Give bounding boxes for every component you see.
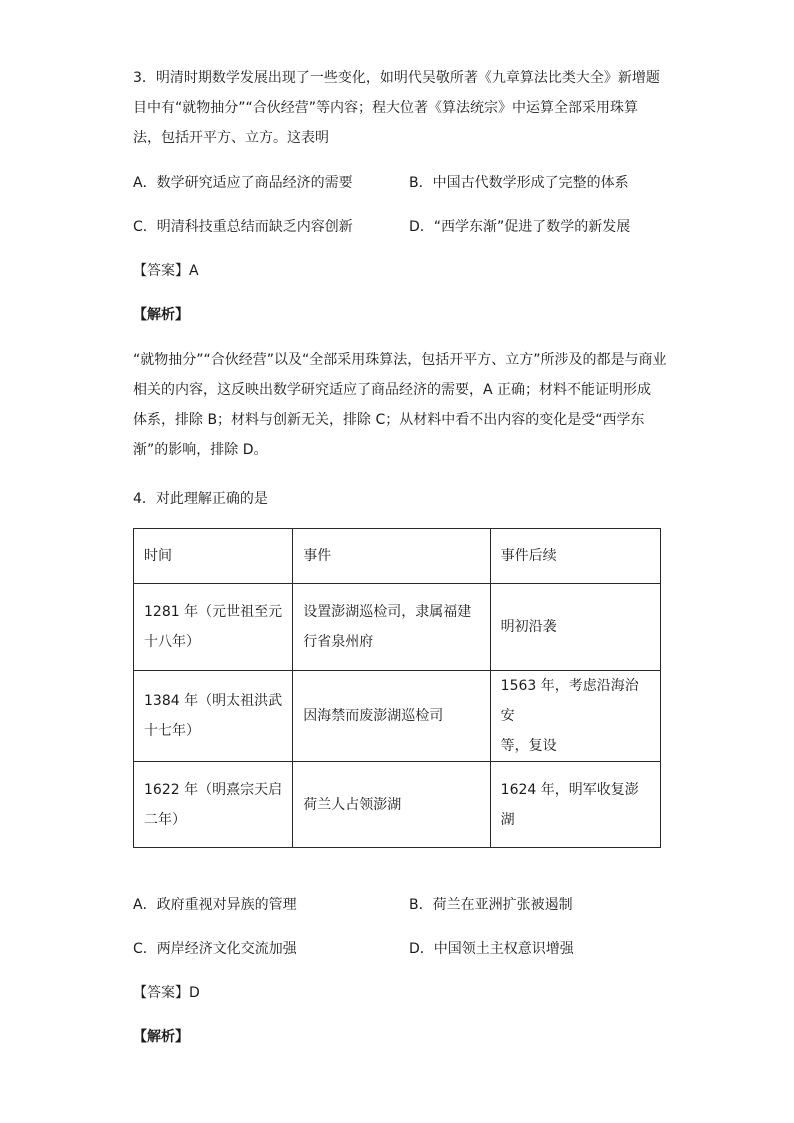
q4-stem: 4．对此理解正确的是 (133, 491, 268, 507)
q4-analysis-label: 【解析】 (133, 1029, 189, 1045)
cell-text-line: 等，复设 (500, 738, 557, 754)
q4-option-c: C．两岸经济文化交流加强 (133, 941, 297, 957)
cell-text-line: 1624 年，明军收复澎湖 (500, 781, 639, 828)
cell-text-line: 1622 年（明熹宗天启 (144, 781, 283, 798)
table-row (134, 584, 661, 671)
q4-option-d: D．中国领土主权意识增强 (409, 941, 574, 957)
header-time: 时间 (134, 529, 293, 584)
cell-follow-up (490, 584, 660, 671)
cell-text-line: 1384 年（明太祖洪武 (144, 693, 283, 709)
q3-analysis-line-4: 渐”的影响，排除 D。 (133, 442, 268, 458)
table-header-row (134, 529, 661, 584)
cell-time (134, 762, 293, 848)
cell-text-line: 1563 年，考虑沿海治安 (500, 678, 639, 724)
cell-text-line: 行省泉州府 (303, 634, 374, 650)
cell-event (293, 671, 490, 762)
q4-option-a: A．政府重视对异族的管理 (133, 897, 297, 913)
q3-option-b: B．中国古代数学形成了完整的体系 (409, 175, 629, 191)
q3-analysis-line-3: 体系，排除 B；材料与创新无关，排除 C；从材料中看不出内容的变化是受“西学东 (133, 412, 645, 428)
q4-option-b: B．荷兰在亚洲扩张被遏制 (409, 897, 573, 913)
table-row (134, 762, 661, 848)
q3-answer: 【答案】A (133, 263, 199, 279)
cell-time (134, 671, 293, 762)
q3-analysis-line-2: 相关的内容，这反映出数学研究适应了商品经济的需要，A 正确；材料不能证明形成 (133, 382, 652, 398)
cell-text-line: 1281 年（元世祖至元 (144, 604, 283, 620)
events-table (133, 528, 661, 848)
q3-stem-line-1: 3．明清时期数学发展出现了一些变化，如明代吴敬所著《九章算法比类大全》新增题 (133, 70, 660, 86)
cell-follow-up (490, 762, 660, 848)
cell-text-line: 因海禁而废澎湖巡检司 (303, 708, 444, 724)
cell-event (293, 584, 490, 671)
cell-text-line: 设置澎湖巡检司，隶属福建 (303, 604, 472, 620)
cell-time (134, 584, 293, 671)
q3-stem-line-2: 目中有“就物抽分”“合伙经营”等内容；程大位著《算法统宗》中运算全部采用珠算 (133, 100, 639, 116)
q3-analysis-line-1: “就物抽分”“合伙经营”以及“全部采用珠算法，包括开平方、立方”所涉及的都是与商业 (133, 352, 667, 368)
header-event: 事件 (293, 529, 490, 584)
cell-follow-up (490, 671, 660, 762)
q3-analysis-label: 【解析】 (133, 307, 189, 323)
cell-text-line: 十七年） (144, 723, 200, 739)
q3-option-a: A．数学研究适应了商品经济的需要 (133, 175, 353, 191)
q4-answer: 【答案】D (133, 985, 200, 1001)
q3-option-d: D．“西学东渐”促进了数学的新发展 (409, 219, 631, 235)
cell-text-line: 明初沿袭 (500, 619, 557, 635)
q3-stem-line-3: 法，包括开平方、立方。这表明 (133, 130, 329, 146)
header-follow-up: 事件后续 (490, 529, 660, 584)
q3-option-c: C．明清科技重总结而缺乏内容创新 (133, 219, 353, 235)
cell-event (293, 762, 490, 848)
table-row (134, 671, 661, 762)
cell-text-line: 二年） (144, 811, 186, 828)
cell-text-line: 十八年） (144, 634, 200, 650)
cell-text-line: 荷兰人占领澎湖 (303, 796, 402, 813)
